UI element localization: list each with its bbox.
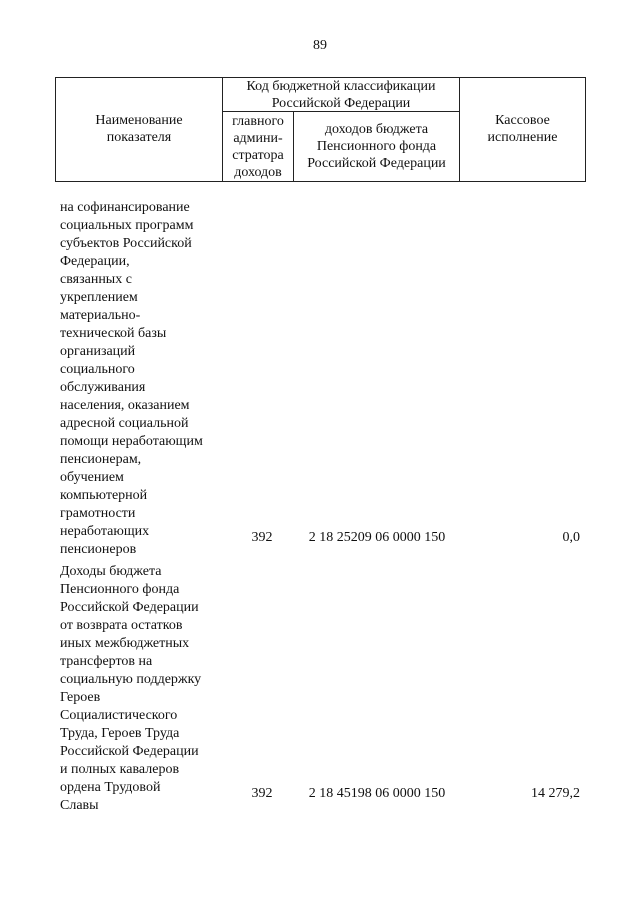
row-name-line: иных межбюджетных	[60, 636, 190, 651]
row-name-line: пенсионеров	[60, 542, 137, 557]
header-fund-income	[294, 121, 459, 172]
row-name-line: социального	[60, 362, 135, 377]
row-indicator-name	[60, 563, 230, 815]
header-text-line: Российской Федерации	[307, 156, 446, 171]
row-name-line: Российской Федерации	[60, 600, 199, 615]
header-text-line: админи-	[233, 131, 283, 146]
row-admin-code: 392	[251, 530, 273, 545]
row-name-line: неработающих	[60, 524, 150, 539]
row-name-line: социальных программ	[60, 218, 194, 233]
row-name-line: и полных кавалеров	[60, 762, 180, 777]
row-income-code: 2 18 25209 06 0000 150	[308, 530, 446, 545]
row-name-line: обслуживания	[60, 380, 146, 395]
header-right-border	[585, 77, 586, 182]
header-budget-code	[223, 78, 459, 112]
row-name-line: Доходы бюджета	[60, 564, 162, 579]
row-name-line: Российской Федерации	[60, 744, 199, 759]
row-indicator-name	[60, 199, 230, 559]
row-name-line: материально-	[60, 308, 141, 323]
row-name-line: пенсионерам,	[60, 452, 142, 467]
row-name-line: помощи неработающим	[60, 434, 203, 449]
row-name-line: трансфертов на	[60, 654, 153, 669]
row-name-line: укреплением	[60, 290, 138, 305]
row-cash-amount: 0,0	[562, 530, 580, 545]
header-text-line: доходов	[234, 165, 282, 180]
header-indicator-name	[56, 112, 222, 146]
header-text-line: Российской Федерации	[271, 96, 411, 111]
row-name-line: субъектов Российской	[60, 236, 192, 251]
header-text-line: исполнение	[487, 130, 558, 145]
header-chief-admin	[223, 113, 293, 181]
header-text-line: главного	[232, 114, 284, 129]
row-name-line: населения, оказанием	[60, 398, 190, 413]
row-name-line: Героев	[60, 690, 101, 705]
row-name-line: Труда, Героев Труда	[60, 726, 180, 741]
header-text-line: Кассовое	[495, 113, 550, 128]
header-cash-execution	[460, 112, 585, 146]
header-text-line: Наименование	[95, 113, 183, 128]
row-admin-code: 392	[251, 786, 273, 801]
row-name-line: обучением	[60, 470, 124, 485]
row-name-line: связанных с	[60, 272, 132, 287]
row-name-line: Славы	[60, 798, 99, 813]
page-number: 89	[313, 38, 327, 53]
header-text-line: стратора	[232, 148, 284, 163]
row-cash-amount: 14 279,2	[531, 786, 580, 801]
row-name-line: от возврата остатков	[60, 618, 183, 633]
header-text-line: Пенсионного фонда	[316, 139, 437, 154]
header-bottom-border	[55, 181, 586, 182]
row-name-line: организаций	[60, 344, 136, 359]
row-name-line: ордена Трудовой	[60, 780, 161, 795]
row-name-line: на софинансирование	[60, 200, 190, 215]
row-name-line: социальную поддержку	[60, 672, 202, 687]
row-name-line: компьютерной	[60, 488, 148, 503]
header-text-line: Код бюджетной классификации	[246, 79, 436, 94]
row-name-line: Пенсионного фонда	[60, 582, 180, 597]
row-name-line: адресной социальной	[60, 416, 189, 431]
row-name-line: Федерации,	[60, 254, 130, 269]
row-name-line: технической базы	[60, 326, 167, 341]
row-name-line: Социалистического	[60, 708, 178, 723]
row-income-code: 2 18 45198 06 0000 150	[308, 786, 446, 801]
header-text-line: показателя	[106, 130, 172, 145]
header-text-line: доходов бюджета	[324, 122, 429, 137]
row-name-line: грамотности	[60, 506, 136, 521]
